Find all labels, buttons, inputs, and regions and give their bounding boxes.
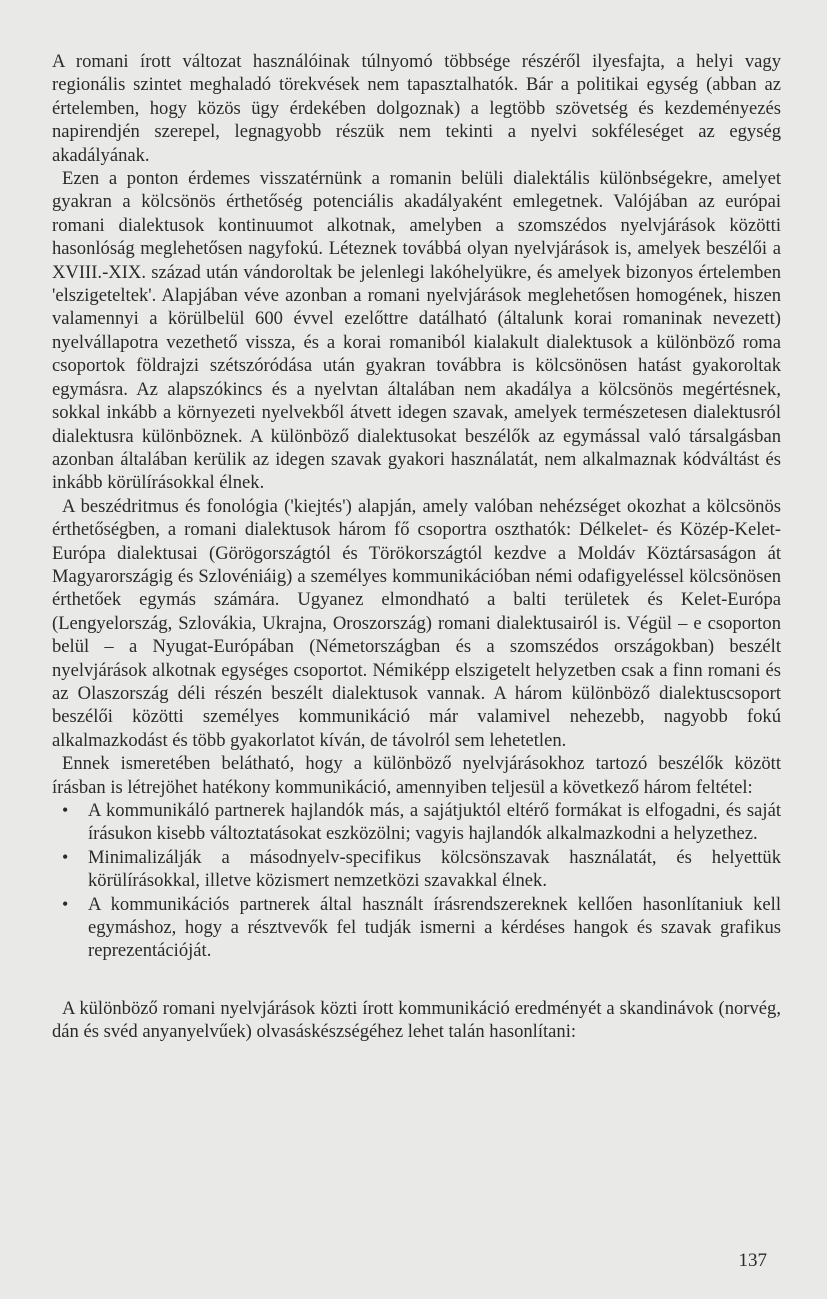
paragraph-spacer <box>52 963 781 997</box>
paragraph-5: A különböző romani nyelvjárások közti írott kommunikáció eredményét a skandinávok (norvég, dán és svéd anyanyelvűek) olvasáskészségéhez lehet talán hasonlítani: <box>52 997 781 1043</box>
list-item: • A kommunikációs partnerek által használt írásrendszereknek kellően hasonlítaniuk kell egymáshoz, hogy a résztvevők fel tudják ismerni a kérdéses hangok és szavak grafikus reprezentációját. <box>88 893 781 963</box>
paragraph-1: A romani írott változat használóinak túlnyomó többsége részéről ilyesfajta, a helyi vagy regionális szintet meghaladó törekvések nem tapasztalhatók. Bár a politikai egység (abban az értelemben, hogy közös ügy érdekében dolgoznak) a legtöbb szövetség és kezdeményezés napirendjén szerepel, legnagyobb részük nem tekinti a nyelvi sokféleséget az egység akadályának. <box>52 51 781 166</box>
conditions-list <box>52 799 781 963</box>
body-text <box>52 50 781 1044</box>
page-number: 137 <box>738 1250 767 1271</box>
paragraph-2: Ezen a ponton érdemes visszatérnünk a romanin belüli dialektális különbségekre, amelyet gyakran a kölcsönös érthetőség potenciális akadályaként emlegetnek. Valójában az európai romani dialektusok kontinuumot alkotnak, amelyben a szomszédos nyelvjárások közötti hasonlóság meglehetősen nagyfokú. Léteznek továbbá olyan nyelvjárások is, amelyek beszélői a XVIII.-XIX. század után vándoroltak be jelenlegi lakóhelyükre, és amelyek bizonyos értelemben 'elszigeteltek'. Alapjában véve azonban a romani nyelvjárások meglehetősen homogének, hiszen valamennyi a körülbelül 600 évvel ezelőttre datálható (általunk korai romaninak nevezett) nyelvállapotra vezethető vissza, és a korai romaniból kialakult dialektusok a különböző roma csoportok földrajzi szétszóródása után gyakran továbbra is kölcsönösen hatást gyakoroltak egymásra. Az alapszókincs és a nyelvtan általában nem akadálya a kölcsönös megértésnek, sokkal inkább a környezeti nyelvekből átvett idegen szavak, amelyek természetesen dialektusról dialektusra különböznek. A különböző dialektusokat beszélők az egymással való társalgásban azonban általában kerülik az idegen szavak gyakori használatát, nem alkalmaznak kódváltást és inkább körülírásokkal élnek. <box>52 168 781 494</box>
paragraph-4: Ennek ismeretében belátható, hogy a különböző nyelvjárásokhoz tartozó beszélők között írásban is létrejöhet hatékony kommunikáció, amennyiben teljesül a következő három feltétel: <box>52 753 781 798</box>
list-item: • Minimalizálják a másodnyelv-specifikus kölcsönszavak használatát, és helyettük körülírásokkal, illetve közismert nemzetközi szavakkal élnek. <box>88 846 781 893</box>
list-item: • A kommunikáló partnerek hajlandók más, a sajátjuktól eltérő formákat is elfogadni, és saját írásukon kisebb változtatásokat eszközölni; vagyis hajlandók alkalmazkodni a helyzethez. <box>88 799 781 846</box>
paragraph-3: A beszédritmus és fonológia ('kiejtés') alapján, amely valóban nehézséget okozhat a kölcsönös érthetőségben, a romani dialektusok három fő csoportra oszthatók: Délkelet- és Közép-Kelet-Európa dialektusai (Görögországtól és Törökországtól kezdve a Moldáv Köztársaságon át Magyarországig és Szlovéniáig) a személyes kommunikációban némi odafigyeléssel kölcsönösen érthetőek egymás számára. Ugyanez elmondható a balti területek és Kelet-Európa (Lengyelország, Szlovákia, Ukrajna, Oroszország) romani dialektusairól is. Végül – e csoporton belül – a Nyugat-Európában (Németországban és a szomszédos országokban) beszélt nyelvjárások alkotnak egységes csoportot. Némiképp elszigetelt helyzetben csak a finn romani és az Olaszország déli részén beszélt dialektusok vannak. A három különböző dialektuscsoport beszélői közötti személyes kommunikáció már valamivel nehezebb, nagyobb fokú alkalmazkodást és több gyakorlatot kíván, de távolról sem lehetetlen. <box>52 495 781 751</box>
